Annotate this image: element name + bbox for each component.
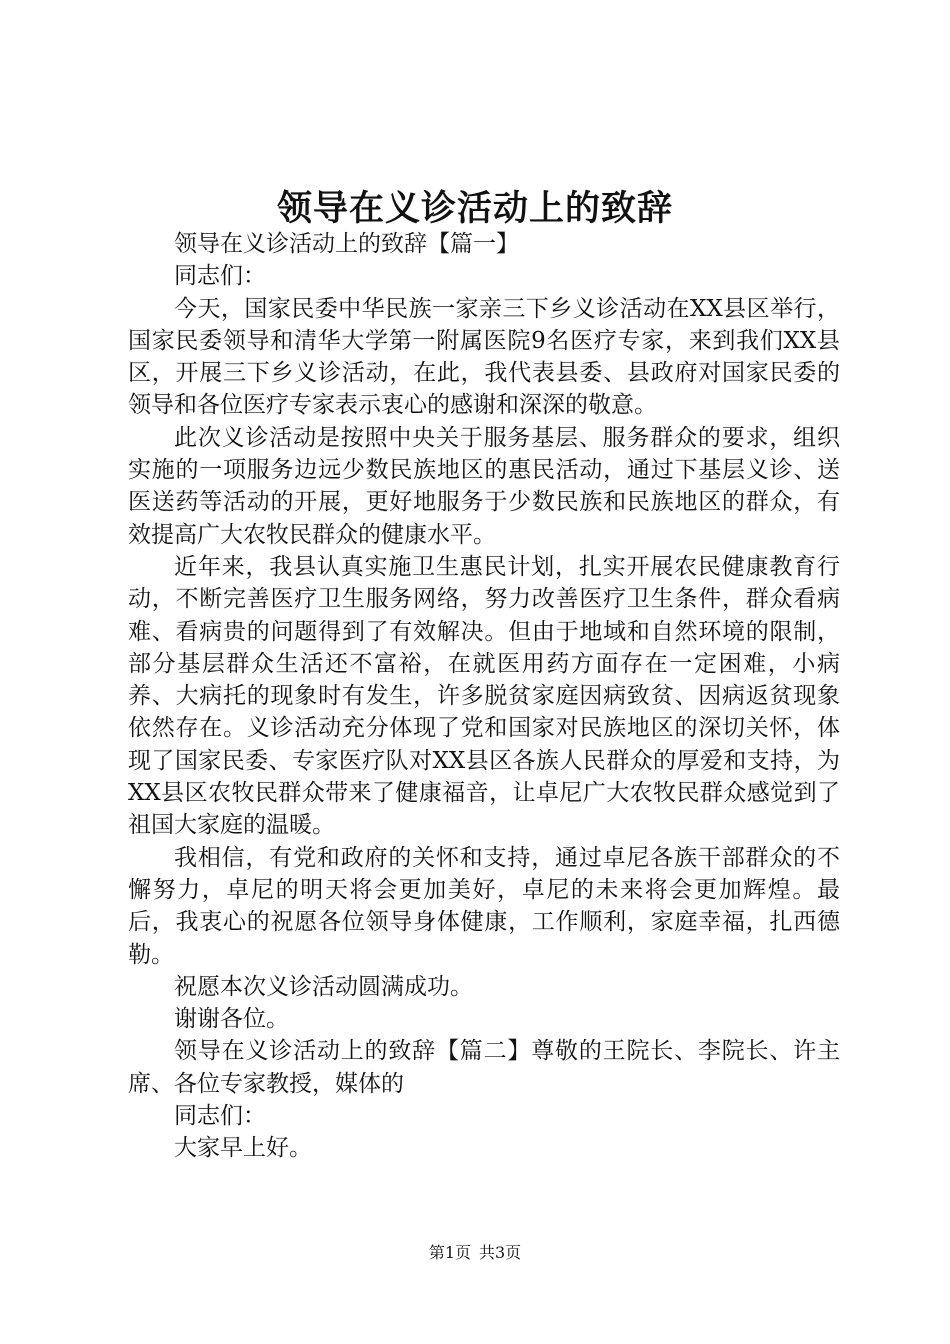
paragraph-heading-part-one: 领导在义诊活动上的致辞【篇一】 [174,231,519,257]
page-total: 共3页 [479,1243,522,1262]
paragraph-salutation: 同志们： [174,1103,266,1130]
paragraph: 今天，国家民委中华民族一家亲三下乡义诊活动在XX县区举行，国家民委领导和清华大学第一附属医院9名医疗专家，来到我们XX县区，开展三下乡义诊活动，在此，我代表县委、县政府对国家民委的领导和各位医疗专家表示衷心的感谢和深深的敬意。 [128,295,840,419]
document-title: 领导在义诊活动上的致辞 [276,188,673,229]
page-number: 第1页 [428,1243,471,1262]
document-body [128,228,840,1165]
paragraph-heading-part-two: 领导在义诊活动上的致辞【篇二】尊敬的王院长、李院长、许主席、各位专家教授，媒体的 [128,1038,840,1097]
paragraph-greeting: 大家早上好。 [174,1135,312,1162]
paragraph-salutation: 同志们： [174,263,266,290]
page-footer [0,1241,950,1265]
paragraph: 谢谢各位。 [174,1006,289,1033]
paragraph: 此次义诊活动是按照中央关于服务基层、服务群众的要求，组织实施的一项服务边远少数民族地区的惠民活动，通过下基层义诊、送医送药等活动的开展，更好地服务于少数民族和民族地区的群众，有效提高广大农牧民群众的健康水平。 [128,424,840,548]
paragraph: 祝愿本次义诊活动圆满成功。 [174,973,473,1000]
paragraph: 近年来，我县认真实施卫生惠民计划，扎实开展农民健康教育行动，不断完善医疗卫生服务网络，努力改善医疗卫生条件，群众看病难、看病贵的问题得到了有效解决。但由于地域和自然环境的限制，部分基层群众生活还不富裕，在就医用药方面存在一定困难，小病养、大病托的现象时有发生，许多脱贫家庭因病致贫、因病返贫现象依然存在。义诊活动充分体现了党和国家对民族地区的深切关怀，体现了国家民委、专家医疗队对XX县区各族人民群众的厚爱和支持，为XX县区农牧民群众带来了健康福音，让卓尼广大农牧民群众感觉到了祖国大家庭的温暖。 [128,553,840,839]
paragraph: 我相信，有党和政府的关怀和支持，通过卓尼各族干部群众的不懈努力，卓尼的明天将会更加美好，卓尼的未来将会更加辉煌。最后，我衷心的祝愿各位领导身体健康，工作顺利，家庭幸福，扎西德勒。 [128,844,840,968]
